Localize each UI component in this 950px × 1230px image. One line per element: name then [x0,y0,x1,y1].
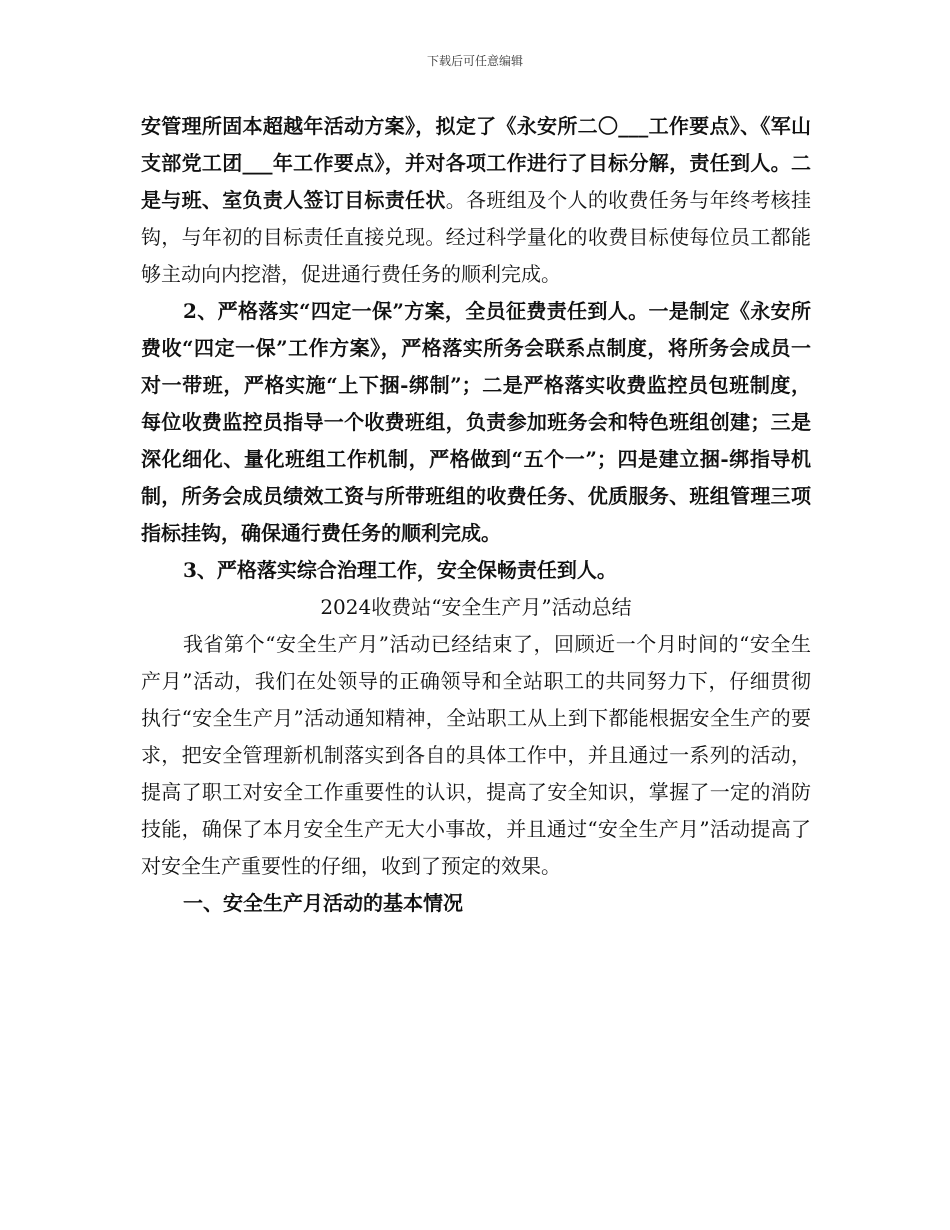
page-header-note: 下载后可任意编辑 [426,54,523,68]
paragraph-bold-segment: 安管理所固本超越年活动方案》，拟定了《永安所二〇___工作要点》、《军山支部党工团___年工作要点》，并对各项工作进行了目标分解，责任到人。二是与班、室负责人签订目标责任状 [141,114,811,212]
paragraph-four-fixed-one-guarantee: 2、严格落实“四定一保”方案，全员征费责任到人。一是制定《永安所费收“四定一保”工作方案》，严格落实所务会联系点制度，将所务会成员一对一带班，严格实施“上下捆-绑制”；二是严格落实收费监控员包班制度，每位收费监控员指导一个收费班组，负责参加班务会和特色班组创建；三是深化细化、量化班组工作机制，严格做到“五个一”；四是建立捆-绑指导机制，所务会成员绩效工资与所带班组的收费任务、优质服务、班组管理三项指标挂钩，确保通行费任务的顺利完成。 [141,299,811,545]
paragraph-target-responsibility [141,108,811,293]
document-body [141,108,811,922]
section-title: 2024收费站“安全生产月”活动总结 [320,595,632,619]
section-heading-basic-situation: 一、安全生产月活动的基本情况 [183,891,463,915]
paragraph-regular-segment: 。各班组及个人的收费任务与年终考核挂钩，与年初的目标责任直接兑现。经过科学量化的收费目标使每位员工都能够主动向内挖潜，促进通行费任务的顺利完成。 [141,188,811,286]
paragraph-safety-month-summary: 我省第个“安全生产月”活动已经结束了，回顾近一个月时间的“安全生产月”活动，我们在处领导的正确领导和全站职工的共同努力下，仔细贯彻执行“安全生产月”活动通知精神，全站职工从上到下都能根据安全生产的要求，把安全管理新机制落实到各自的具体工作中，并且通过一系列的活动，提高了职工对安全工作重要性的认识，提高了安全知识，掌握了一定的消防技能，确保了本月安全生产无大小事故，并且通过“安全生产月”活动提高了对安全生产重要性的仔细，收到了预定的效果。 [141,632,811,878]
paragraph-comprehensive-governance: 3、严格落实综合治理工作，安全保畅责任到人。 [183,558,617,582]
